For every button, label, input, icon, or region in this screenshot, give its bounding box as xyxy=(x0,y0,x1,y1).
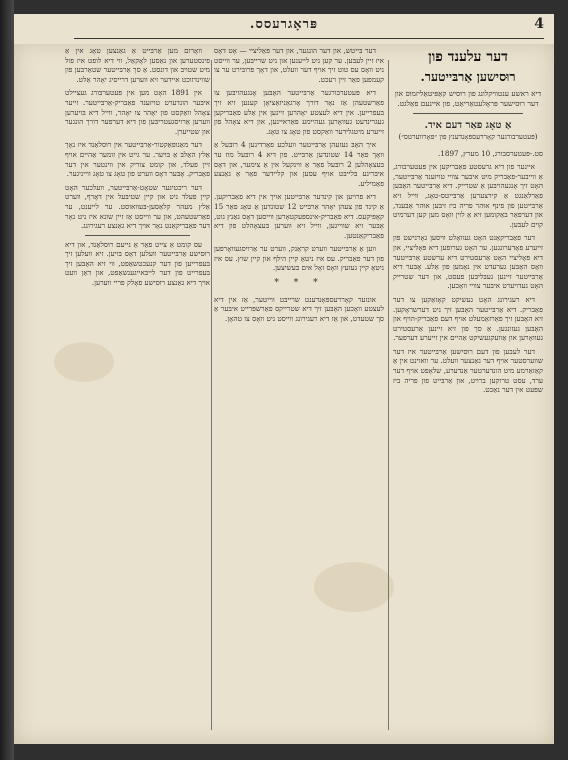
header-rule xyxy=(74,38,544,39)
paragraph: דיא רעגירונג האָט געשיקט קאָזאַקען צו דער פאַבריק. דיא אַרבּייטער האָבּען זיך ניט דערשראָקען. זיא האָבּען זיך פאַרזאַמעלט אויף דעם פאַבריק-הויף און האָבּען געזונגען. אַ סך פון זיא זיינען אַרעסטירט געוואָרען און אַוועקגעשיקט אַהיים אין זייערע דערפער. xyxy=(393,294,543,343)
section-separator-stars: * * * xyxy=(274,278,324,289)
page-number: 4 xyxy=(534,16,544,32)
paragraph: אונזער קאָררעספּאָנדענט שרייבּט ווייטער, אַז אין דיא לעצטע וואָכען האָבּען זיך דיא שטרייקס פאַרשפּרייט איבּער אַ סך שטעדט, און אַז דיא רעגירונג ווייסט ניט וואָס צו טהאָן. xyxy=(214,294,384,323)
paragraph: איינער פון דיא גרעסטע פאַבריקען אין פּעטערבורג, אַ ווייבער-פאַבריק מיט איבער צוויי טויזענד אַרבּייטער, האָט זיך אָנגעהויבּען אַ שטרייק. דיא אַרבּייטער האָבּען פאַרלאַנגט אַ קירצערען אַרבּייטס-טאָג, ווייל זיא אַרבּייטען פון פינף אוּהר פריה ביז זיבּען אוּהר אַבענד, און דערפאַר באַקומען זיא אַ לוין וואָס מען קען דערמיט קוים לעבּען. xyxy=(393,162,543,229)
article-column-left xyxy=(65,46,210,736)
column-divider xyxy=(211,60,212,730)
article-column-middle xyxy=(214,46,384,736)
paragraph: דיא פּעטערבּורגער אַרבּייטער האָבּען אָנגעהויבּען צו פאַרשטעהן אַז נאָר דורך אָרגאַניזאַציאָן קענען זיא זיך בּעפרייען. אין דיא לעצטע יאָהרען זיינען אין אַלע פאַבריקען געגרינדעט געוואָרען געהיימע פאַראיינען, און דיא צאָהל פון זייערע מיטגלידער וואַקסט פון טאָג צו טאָג. xyxy=(214,88,384,136)
paragraph: וואָרום מען אַרבּייט אַ גאַנצען טאָג אין אַ פינסטערען און נאַסען לאָקאַל, ווי דיא לופט איז פול מיט שטויבּ און דונסט. אַ סך אַרבּייטער שטאַרבּען פון שווינדזוכט איידער זיא ווערען דרייסיג יאָהר אַלט. xyxy=(65,46,210,84)
paragraph: ווען אַ אַרבּייטער ווערט קראַנק, ווערט ער אַרויסגעוואָרפען פון דער פאַבריק. עס איז ניטאָ קיין הילף און קיין שוץ. עס איז ניטאָ קיין געזעץ וואָס זאָל אים בּעשיצען. xyxy=(214,244,384,273)
dateline: סט.-פּעטערסבורג, 10 מערץ, 1897. xyxy=(438,148,543,158)
article-column-right xyxy=(393,46,543,736)
page-header xyxy=(14,14,554,44)
section-heading: אַ טאָג פאַר דעם איד. xyxy=(424,120,512,131)
paragraph: דער ריכטיגער שטאָט-אַרבּייטער, וועלכער האָט קיין פעלד ניט און קיין שטיבּעל אין דאָרף, ווערט אַלץ מעהר קלאַסען-בּעוואוסט. ער לייענט, ער פאַרשטעהט, און ער ווייסט אַז זיין שונא איז ניט נאָר דער פאַבריקאַנט נאָר אויך דיא גאַנצע רעגירונג. xyxy=(65,182,210,231)
section-rule xyxy=(413,113,523,114)
column-divider xyxy=(388,60,389,730)
article-title-line1: דער עלענד פון xyxy=(428,49,508,65)
paragraph: דער לעבען פון דעם רוּסישען אַרבּייטער איז דער שווערסטער אויף דער גאַנצער וועלט. ער וואוינט אין אַ קאַזאַרמע מיט הונדערטער אַנדערע, שלאָפט אויף דער ערד, עסט טרוקען ברויט, און אַרבּייט פון פריה ביז שפּעט אין דער נאַכט. xyxy=(393,346,543,395)
paragraph: איך האָבּ געזעהן אַרבּייטער וועלכע פאַרדינען 4 רובּעל אַ וואָך פאַר 14 שטונדען אַרבּייט. פון דיא 4 רובּעל מוז ער בּעצאָהלען 2 רובּעל פאַר אַ ווינקעל אין אַ צימער, און דאָס איבּריגע בּלייבּט אויף עסען און קליידער פאַר אַ גאַנצע פאַמיליע. xyxy=(214,140,384,188)
article-title-line2: רוּסישען אַרבּייטער. xyxy=(420,69,516,84)
paragraph: אין 1891 האָט מען אין פּעטערבּורג געציילט איבּער הונדערט טויזענד פאַבריק-אַרבּייטער. זייער צאָהל וואַקסט פון יאָהר צו יאָהר, ווייל דיא בּויערען ווערען אַרויסגעטריבּען פון דיא דערפער דורך הונגער און שטייערן. xyxy=(65,88,210,136)
paragraph: דער בּייטש, און דער הונגער, און דער פּאַליציי — אָט דאָס איז זיין לעבּען. ער קען ניט לייענען און ניט שרייבּען, ער ווייסט ניט וואָס עס טוט זיך אויף דער וועלט, און דאָך פּרובּירט ער צו קעמפען פאַר זיין רעכט. xyxy=(214,46,384,84)
book-binding xyxy=(0,0,14,760)
running-title: פּראָגרעסס. xyxy=(249,17,319,32)
paragraph: דער פאַבריקאַנט האָט געוואָלט וויסען גאָרנישט פון זייערע פאָדערונגען. ער האָט גערופען דיא פּאָליציי, און דיא פּאָליציי האָט אַרעסטירט דיא ערשטע אַרבּייטער וואָס האָבּען גערעדט אין נאָמען פון אַלע. אָבּער דיא אַרבּייטער זיינען געבּליבּען פעסט, און דער שטרייק האָט געדויערט איבּער צוויי וואָכען. xyxy=(393,233,543,291)
article-subtitle: דיא ראשע ענטוויקלונג פון רוּסיש קאַפּיטאַליזמוס און דער רוּסישער פּראָלעטאַריאַט, פון איינעם פאַלגט. xyxy=(394,89,542,108)
section-rule xyxy=(85,235,190,236)
paragraph: דיא פרויען און קינדער אַרבּייטען אויך אין דיא פאַבריקען. אַ קינד פון צעהן יאָהר אַרבּייט 12 שטונדען אַ טאָג פאַר 15 קאָפּיקעס. דיא פאַבריק-אינספּעקטאָרען ווייסען דאָס גאַנץ גוט, אָבּער זיא שווייגען, ווייל זיא ווערען בּעצאָהלט פון דיא פאַבריקאַנטען. xyxy=(214,192,384,240)
paragraph: עס קומט אַ צייט פאַר אַ נייעם רוּסלאַנד, און דיא רוּסישע אַרבּייטער וועלען דאָס בּויען. זיא וועלען זיך בּעפרייען פון דער קנעכטשאַפט, ווי זיא האָבּען זיך בּעפרייט פון דער לייבּאייגענשאַפט, און דאַן וועט אויך דיא גאַנצע רוּסישע פאָלק פריי ווערען. xyxy=(65,239,210,288)
section-note: (פּעטערבורגער קאָררעספּאָנדענץ פון ״פאָרווערטס״) xyxy=(398,133,538,141)
paragraph: דער מאַנופאַקטור-אַרבּייטער אין רוּסלאַנד איז נאָך אַלץ האַלבּ אַ בּויער. ער גייט אין זומער אַהיים אויף זיין פעלד, און קומט צוריק אין ווינטער אין דער פאַבריק. אָבּער דאָס ווערט פון טאָג צו טאָג ווייניגער. xyxy=(65,140,210,179)
